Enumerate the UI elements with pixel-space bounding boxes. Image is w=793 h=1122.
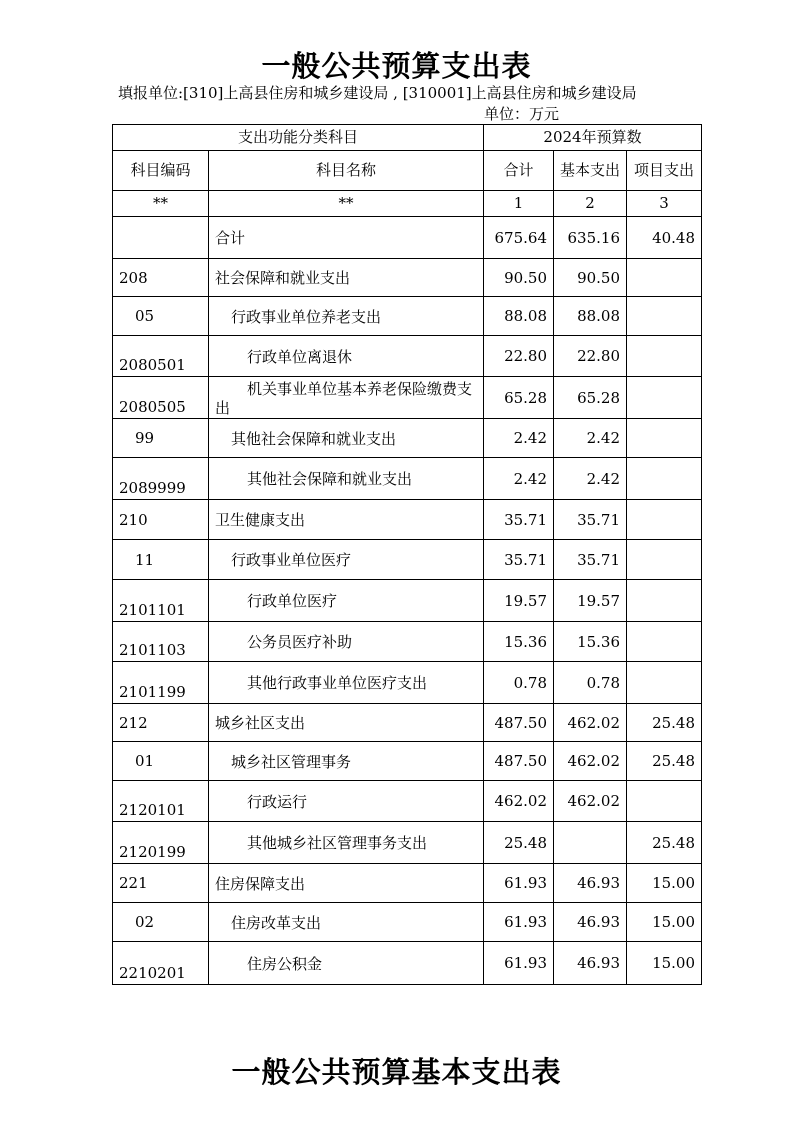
- amount-total: 487.50: [484, 704, 554, 742]
- subject-name: 行政事业单位医疗: [209, 540, 484, 580]
- amount-total: 487.50: [484, 742, 554, 781]
- header-name: 科目名称: [209, 151, 484, 191]
- subject-code: 2101199: [113, 662, 209, 704]
- amount-total: 462.02: [484, 781, 554, 822]
- amount-total: 2.42: [484, 419, 554, 458]
- amount-project: [627, 580, 702, 622]
- table-row: [113, 864, 702, 903]
- subject-code: 2120199: [113, 822, 209, 864]
- amount-project: [627, 419, 702, 458]
- amount-project: 25.48: [627, 822, 702, 864]
- amount-project: [627, 297, 702, 336]
- subject-name: 住房改革支出: [209, 903, 484, 942]
- subject-name: 其他社会保障和就业支出: [209, 419, 484, 458]
- subject-code: 05: [113, 297, 209, 336]
- subject-code: 01: [113, 742, 209, 781]
- table-row: [113, 217, 702, 259]
- amount-project: [627, 622, 702, 662]
- amount-project: [627, 336, 702, 377]
- amount-total: 0.78: [484, 662, 554, 704]
- page-title: 一般公共预算支出表: [261, 49, 532, 83]
- amount-project: 25.48: [627, 704, 702, 742]
- amount-basic: 2.42: [554, 458, 627, 500]
- amount-project: [627, 540, 702, 580]
- amount-basic: [554, 822, 627, 864]
- table-row: [113, 259, 702, 297]
- amount-basic: 462.02: [554, 781, 627, 822]
- subject-name: 公务员医疗补助: [209, 622, 484, 662]
- subject-code: [113, 217, 209, 259]
- amount-total: 15.36: [484, 622, 554, 662]
- header-basic: 基本支出: [554, 151, 627, 191]
- subject-code: 2101103: [113, 622, 209, 662]
- amount-basic: 0.78: [554, 662, 627, 704]
- table-row: [113, 500, 702, 540]
- table-row: [113, 662, 702, 704]
- amount-basic: 46.93: [554, 864, 627, 903]
- header-total: 合计: [484, 151, 554, 191]
- amount-basic: 19.57: [554, 580, 627, 622]
- amount-total: 61.93: [484, 903, 554, 942]
- subject-name: 行政运行: [209, 781, 484, 822]
- subject-name: 城乡社区管理事务: [209, 742, 484, 781]
- amount-basic: 22.80: [554, 336, 627, 377]
- subject-name: 城乡社区支出: [209, 704, 484, 742]
- index-project: 3: [627, 191, 702, 217]
- subject-name: 行政单位医疗: [209, 580, 484, 622]
- subject-name: 行政事业单位养老支出: [209, 297, 484, 336]
- amount-total: 35.71: [484, 540, 554, 580]
- subject-code: 208: [113, 259, 209, 297]
- amount-total: 19.57: [484, 580, 554, 622]
- subject-name: 机关事业单位基本养老保险缴费支出: [209, 377, 484, 419]
- amount-total: 35.71: [484, 500, 554, 540]
- table-row: [113, 742, 702, 781]
- amount-total: 25.48: [484, 822, 554, 864]
- subject-name: 行政单位离退休: [209, 336, 484, 377]
- index-code: **: [113, 191, 209, 217]
- subject-code: 99: [113, 419, 209, 458]
- index-basic: 2: [554, 191, 627, 217]
- table-row: [113, 942, 702, 985]
- subject-name: 其他行政事业单位医疗支出: [209, 662, 484, 704]
- header-function-classification: 支出功能分类科目: [113, 125, 484, 151]
- amount-basic: 46.93: [554, 942, 627, 985]
- amount-project: [627, 377, 702, 419]
- subject-name: 合计: [209, 217, 484, 259]
- subject-name: 其他城乡社区管理事务支出: [209, 822, 484, 864]
- amount-basic: 88.08: [554, 297, 627, 336]
- table-row: [113, 377, 702, 419]
- next-section-title: 一般公共预算基本支出表: [231, 1055, 562, 1089]
- amount-basic: 65.28: [554, 377, 627, 419]
- header-column-row: [113, 151, 702, 191]
- subject-name: 住房公积金: [209, 942, 484, 985]
- amount-total: 22.80: [484, 336, 554, 377]
- table-row: [113, 580, 702, 622]
- amount-project: [627, 458, 702, 500]
- table-row: [113, 822, 702, 864]
- subject-code: 2120101: [113, 781, 209, 822]
- subject-code: 2210201: [113, 942, 209, 985]
- amount-basic: 35.71: [554, 500, 627, 540]
- subject-code: 2080505: [113, 377, 209, 419]
- amount-total: 2.42: [484, 458, 554, 500]
- amount-project: 15.00: [627, 864, 702, 903]
- index-total: 1: [484, 191, 554, 217]
- amount-project: 25.48: [627, 742, 702, 781]
- subject-code: 221: [113, 864, 209, 903]
- amount-project: [627, 500, 702, 540]
- header-code: 科目编码: [113, 151, 209, 191]
- subject-name: 社会保障和就业支出: [209, 259, 484, 297]
- amount-project: 15.00: [627, 903, 702, 942]
- subject-code: 2080501: [113, 336, 209, 377]
- amount-basic: 635.16: [554, 217, 627, 259]
- amount-project: [627, 259, 702, 297]
- index-name: **: [209, 191, 484, 217]
- subject-code: 2089999: [113, 458, 209, 500]
- header-project: 项目支出: [627, 151, 702, 191]
- currency-unit: 单位：万元: [484, 105, 560, 123]
- amount-project: [627, 662, 702, 704]
- subject-code: 210: [113, 500, 209, 540]
- subject-code: 02: [113, 903, 209, 942]
- amount-basic: 35.71: [554, 540, 627, 580]
- amount-total: 61.93: [484, 942, 554, 985]
- header-budget-year: 2024年预算数: [484, 125, 702, 151]
- subject-code: 2101101: [113, 580, 209, 622]
- amount-total: 61.93: [484, 864, 554, 903]
- amount-project: 40.48: [627, 217, 702, 259]
- amount-total: 90.50: [484, 259, 554, 297]
- table-row: [113, 903, 702, 942]
- amount-basic: 15.36: [554, 622, 627, 662]
- table-row: [113, 297, 702, 336]
- amount-basic: 2.42: [554, 419, 627, 458]
- header-group-row: [113, 125, 702, 151]
- amount-project: 15.00: [627, 942, 702, 985]
- table-row: [113, 419, 702, 458]
- table-row: [113, 458, 702, 500]
- reporting-unit: 填报单位:[310]上高县住房和城乡建设局 , [310001]上高县住房和城乡建设局: [118, 84, 637, 102]
- subject-name: 住房保障支出: [209, 864, 484, 903]
- subject-code: 11: [113, 540, 209, 580]
- amount-total: 65.28: [484, 377, 554, 419]
- amount-basic: 462.02: [554, 704, 627, 742]
- table-row: [113, 336, 702, 377]
- amount-basic: 462.02: [554, 742, 627, 781]
- subject-code: 212: [113, 704, 209, 742]
- subject-name: 卫生健康支出: [209, 500, 484, 540]
- subject-name: 其他社会保障和就业支出: [209, 458, 484, 500]
- amount-basic: 90.50: [554, 259, 627, 297]
- table-row: [113, 622, 702, 662]
- table-row: [113, 540, 702, 580]
- amount-total: 675.64: [484, 217, 554, 259]
- table-row: [113, 704, 702, 742]
- amount-basic: 46.93: [554, 903, 627, 942]
- table-row: [113, 781, 702, 822]
- header-index-row: [113, 191, 702, 217]
- amount-project: [627, 781, 702, 822]
- amount-total: 88.08: [484, 297, 554, 336]
- expenditure-table: [112, 124, 702, 985]
